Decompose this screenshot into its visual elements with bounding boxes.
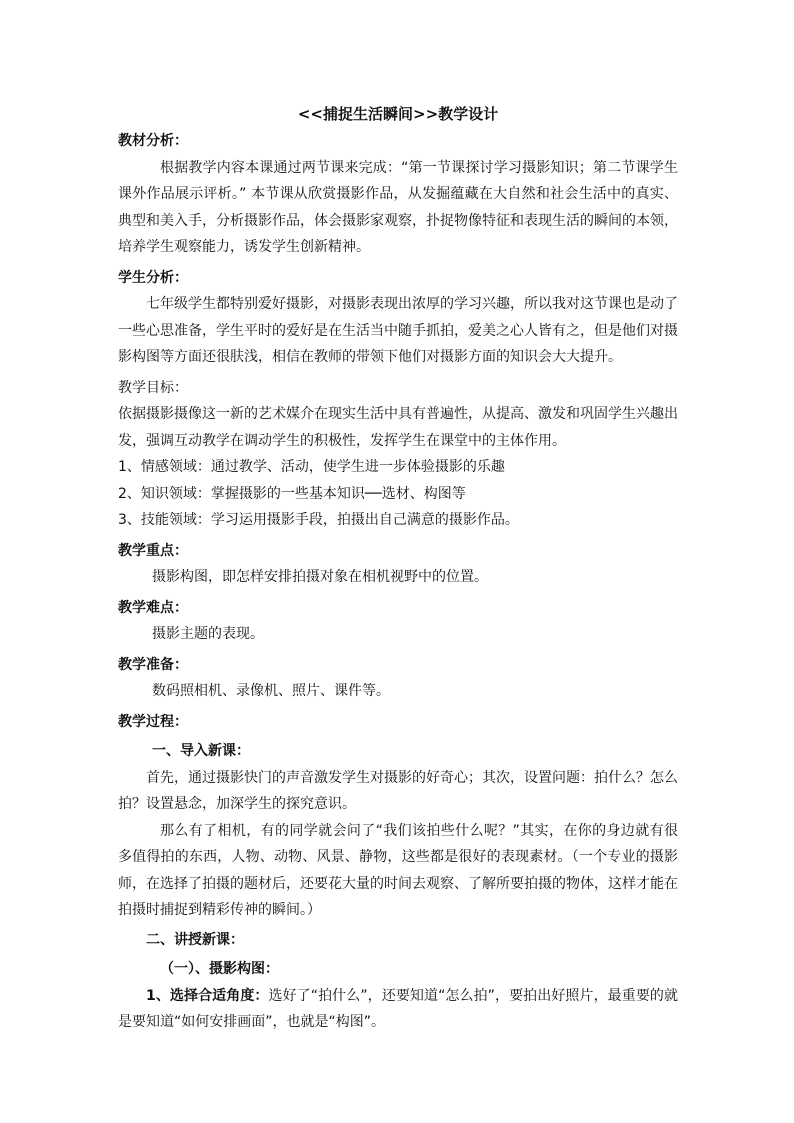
teach-new-lesson-heading: 二、讲授新课： xyxy=(146,931,244,948)
document-content xyxy=(118,102,678,1036)
teaching-process-heading: 教学过程： xyxy=(118,713,188,730)
student-analysis-heading: 学生分析： xyxy=(118,269,188,286)
material-analysis-text: 根据教学内容本课通过两节课来完成：“第一节课探讨学习摄影知识；第二节课学生课外作品展示评析。” 本节课从欣赏摄影作品，从发掘蕴藏在大自然和社会生活中的真实、典型和美入手，分析摄影作品，体会摄影家观察，扑捉物像特征和表现生活的瞬间的本领，培养学生观察能力，诱发学生创新精神。 xyxy=(118,159,678,255)
goal-item-emotion: 1、情感领域：通过教学、活动，使学生进一步体验摄影的乐趣 xyxy=(118,459,505,475)
preparation-text: 数码照相机、录像机、照片、课件等。 xyxy=(152,683,390,699)
goal-item-skill: 3、技能领域：学习运用摄影手段，拍摄出自己满意的摄影作品。 xyxy=(118,512,519,528)
angle-label: 1、选择合适角度： xyxy=(146,987,269,1004)
intro-new-lesson-heading: 一、导入新课： xyxy=(152,743,250,759)
key-points-heading: 教学重点： xyxy=(118,542,188,559)
goal-item-knowledge: 2、知识领域：掌握摄影的一些基本知识──选材、构图等 xyxy=(118,485,466,502)
teaching-goals-text: 依据摄影摄像这一新的艺术媒介在现实生活中具有普遍性，从提高、激发和巩固学生兴趣出发，强调互动教学在调动学生的积极性，发挥学生在课堂中的主体作用。 xyxy=(118,406,678,449)
document-title: <<捕捉生活瞬间>>教学设计 xyxy=(297,105,499,123)
intro-new-lesson-text-1: 首先，通过摄影快门的声音激发学生对摄影的好奇心；其次，设置问题：拍什么？怎么拍？设置悬念，加深学生的探究意识。 xyxy=(118,769,678,812)
preparation-heading: 教学准备： xyxy=(118,656,188,673)
key-points-text: 摄影构图，即怎样安排拍摄对象在相机视野中的位置。 xyxy=(152,569,488,585)
teaching-goals-heading: 教学目标： xyxy=(118,379,188,396)
angle-paragraph xyxy=(118,983,678,1036)
composition-heading: （一）、摄影构图： xyxy=(160,961,279,977)
difficult-points-text: 摄影主题的表现。 xyxy=(152,626,264,642)
material-analysis-heading: 教材分析： xyxy=(118,133,188,149)
student-analysis-text: 七年级学生都特别爱好摄影，对摄影表现出浓厚的学习兴趣，所以我对这节课也是动了一些心思准备，学生平时的爱好是在生活当中随手抓拍，爱美之心人皆有之，但是他们对摄影构图等方面还很肤浅，相信在教师的带领下他们对摄影方面的知识会大大提升。 xyxy=(118,296,678,365)
intro-new-lesson-text-2: 那么有了相机，有的同学就会问了“我们该拍些什么呢？”其实，在你的身边就有很多值得拍的东西，人物、动物、风景、静物，这些都是很好的表现素材。（一个专业的摄影师，在选择了拍摄的题材后，还要花大量的时间去观察、了解所要拍摄的物体，这样才能在拍摄时捕捉到精彩传神的瞬间。） xyxy=(118,822,678,918)
angle-text: 选好了“拍什么”，还要知道“怎么拍”，要拍出好照片，最重要的就是要知道“如何安排画面”，也就是“构图”。 xyxy=(118,987,678,1030)
difficult-points-heading: 教学难点： xyxy=(118,599,188,616)
